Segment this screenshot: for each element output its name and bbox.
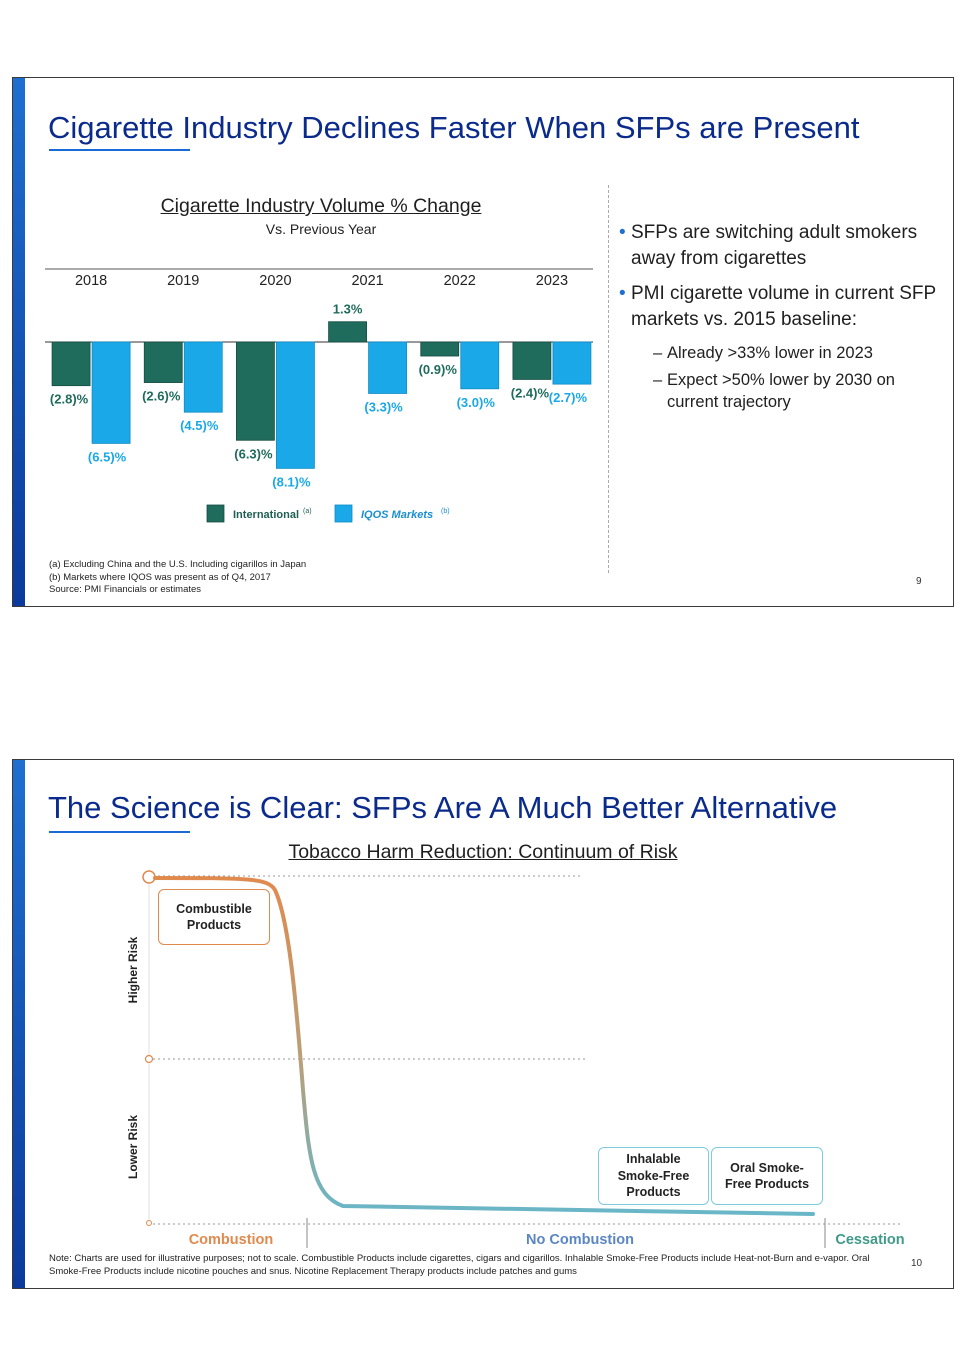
bullet-item: • SFPs are switching adult smokers away from cigarettes [619, 220, 949, 272]
bar-international [421, 342, 459, 356]
box-label: Oral Smoke-Free Products [724, 1160, 810, 1191]
chart-subtitle: Vs. Previous Year [265, 221, 377, 237]
bar-international [513, 342, 551, 379]
data-label: (2.8)% [49, 391, 89, 407]
legend-label: International [233, 509, 300, 521]
data-label: (2.6)% [142, 388, 181, 404]
data-label: (6.5)% [87, 449, 127, 465]
data-label: (0.9)% [418, 362, 457, 378]
category-label: 2019 [167, 273, 200, 289]
sub-bullet-item: – Already >33% lower in 2023 [619, 342, 949, 364]
data-label: (3.0)% [456, 394, 495, 410]
page-number: 9 [916, 576, 922, 587]
category-label: 2020 [259, 273, 292, 289]
category-label: 2023 [535, 273, 569, 289]
data-label: 1.3% [332, 301, 363, 317]
bar-iqos-markets [553, 342, 591, 384]
slide-9 [12, 77, 954, 607]
box-label: Inhalable Smoke-Free Products [617, 1152, 690, 1200]
bullet-list [619, 220, 949, 418]
title-underline [49, 149, 190, 151]
box-oral-smoke-free-products [711, 1147, 823, 1205]
bar-international [52, 342, 90, 386]
legend-superscript: (a) [303, 508, 312, 515]
bar-iqos-markets [461, 342, 499, 389]
box-inhalable-smoke-free-products [598, 1147, 709, 1205]
segment-label-no-combustion: No Combustion [526, 1232, 634, 1248]
y-label-higher-risk: Higher Risk [126, 936, 140, 1004]
bar-iqos-markets [184, 342, 222, 412]
sub-bullet-item: – Expect >50% lower by 2030 on current trajectory [619, 369, 949, 413]
chart-note: Note: Charts are used for illustrative purposes; not to scale. Combustible Products include cigarettes, cigars and cigarillos. Inhalable Smoke-Free Products include Heat-not-Burn and e-vapor. Oral Smoke-Free Products include nicotine pouches and snus. Nicotine Replacement Therapy products include patches and gums [49, 1253, 870, 1277]
footnote: (a) Excluding China and the U.S. Including cigarillos in Japan [49, 559, 307, 570]
data-label: (8.1)% [272, 474, 311, 490]
box-label: Combustible Products [176, 902, 252, 932]
legend-label: IQOS Markets [361, 509, 434, 521]
category-label: 2022 [443, 273, 476, 289]
bar-international [236, 342, 274, 440]
bar-iqos-markets [92, 342, 130, 443]
bar-iqos-markets [276, 342, 314, 468]
bar-international [144, 342, 182, 383]
category-label: 2021 [351, 273, 384, 289]
bullet-item: • PMI cigarette volume in current SFP markets vs. 2015 baseline: [619, 281, 949, 333]
title-underline [49, 831, 190, 833]
category-label: 2018 [74, 273, 108, 289]
marker-bottom [147, 1221, 152, 1226]
chart-title: Cigarette Industry Volume % Change [160, 195, 482, 217]
box-combustible-products [158, 889, 270, 945]
bar-iqos-markets [369, 342, 407, 393]
segment-label-combustion: Combustion [188, 1232, 274, 1248]
y-label-lower-risk: Lower Risk [126, 1114, 140, 1180]
footnote: Source: PMI Financials or estimates [49, 584, 202, 595]
data-label: (2.7)% [548, 390, 588, 406]
slide-title: Cigarette Industry Declines Faster When SFPs are Present [48, 110, 860, 145]
segment-label-cessation: Cessation [835, 1232, 905, 1248]
legend-swatch [207, 505, 224, 522]
footnote: (b) Markets where IQOS was present as of Q4, 2017 [49, 571, 271, 583]
footnotes [49, 559, 306, 597]
marker-top [143, 871, 155, 883]
legend-superscript: (b) [441, 508, 450, 515]
bar-chart [13, 248, 593, 548]
data-label: (2.4)% [510, 385, 550, 401]
slide-10 [12, 759, 954, 1289]
page-number: 10 [911, 1258, 923, 1269]
chart-title: Tobacco Harm Reduction: Continuum of Risk [288, 841, 678, 863]
slide-title: The Science is Clear: SFPs Are A Much Better Alternative [48, 790, 838, 825]
data-label: (4.5)% [180, 418, 219, 434]
data-label: (3.3)% [364, 399, 403, 415]
marker-mid [146, 1056, 153, 1063]
legend-swatch [335, 505, 352, 522]
column-divider [608, 185, 609, 573]
data-label: (6.3)% [234, 446, 273, 462]
bar-international [329, 322, 367, 342]
